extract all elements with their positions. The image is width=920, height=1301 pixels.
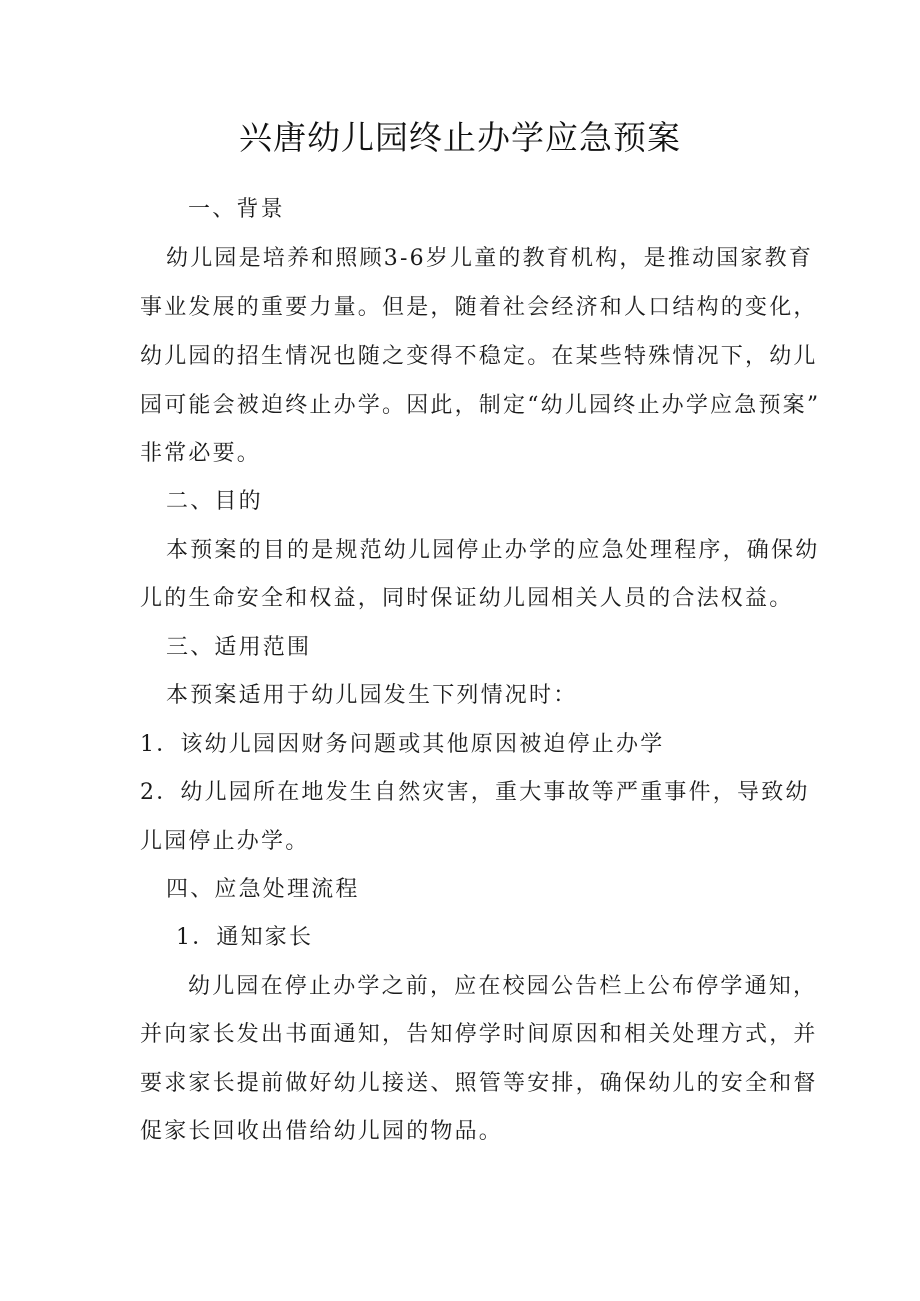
list-item: 2．幼儿园所在地发生自然灾害，重大事故等严重事件，导致幼 [140,780,810,805]
subsection-heading-notify-parents: 1．通知家长 [176,925,314,950]
list-item-continuation: 儿园停止办学。 [140,829,310,854]
paragraph-line: 幼儿园是培养和照顾3-6岁儿童的教育机构，是推动国家教育 [166,246,814,271]
paragraph-line: 儿的生命安全和权益，同时保证幼儿园相关人员的合法权益。 [140,586,794,611]
paragraph-line: 非常必要。 [140,441,262,466]
section-heading-background: 一、背景 [188,197,285,222]
section-heading-purpose: 二、目的 [166,489,263,514]
paragraph-line: 本预案适用于幼儿园发生下列情况时： [166,683,578,708]
paragraph-line: 本预案的目的是规范幼儿园停止办学的应急处理程序，确保幼 [166,538,820,563]
paragraph-line: 事业发展的重要力量。但是，随着社会经济和人口结构的变化， [140,295,818,320]
paragraph-line: 园可能会被迫终止办学。因此，制定“幼儿园终止办学应急预案” [140,393,821,418]
paragraph-line: 幼儿园的招生情况也随之变得不稳定。在某些特殊情况下，幼儿 [140,344,818,369]
section-heading-procedure: 四、应急处理流程 [166,877,360,902]
document-title: 兴唐幼儿园终止办学应急预案 [239,118,681,157]
paragraph-line: 促家长回收出借给幼儿园的物品。 [140,1119,504,1144]
paragraph-line: 要求家长提前做好幼儿接送、照管等安排，确保幼儿的安全和督 [140,1071,818,1096]
paragraph-line: 并向家长发出书面通知，告知停学时间原因和相关处理方式，并 [140,1022,818,1047]
paragraph-line: 幼儿园在停止办学之前，应在校园公告栏上公布停学通知， [188,974,818,999]
section-heading-scope: 三、适用范围 [166,635,312,660]
list-item: 1．该幼儿园因财务问题或其他原因被迫停止办学 [140,732,665,757]
